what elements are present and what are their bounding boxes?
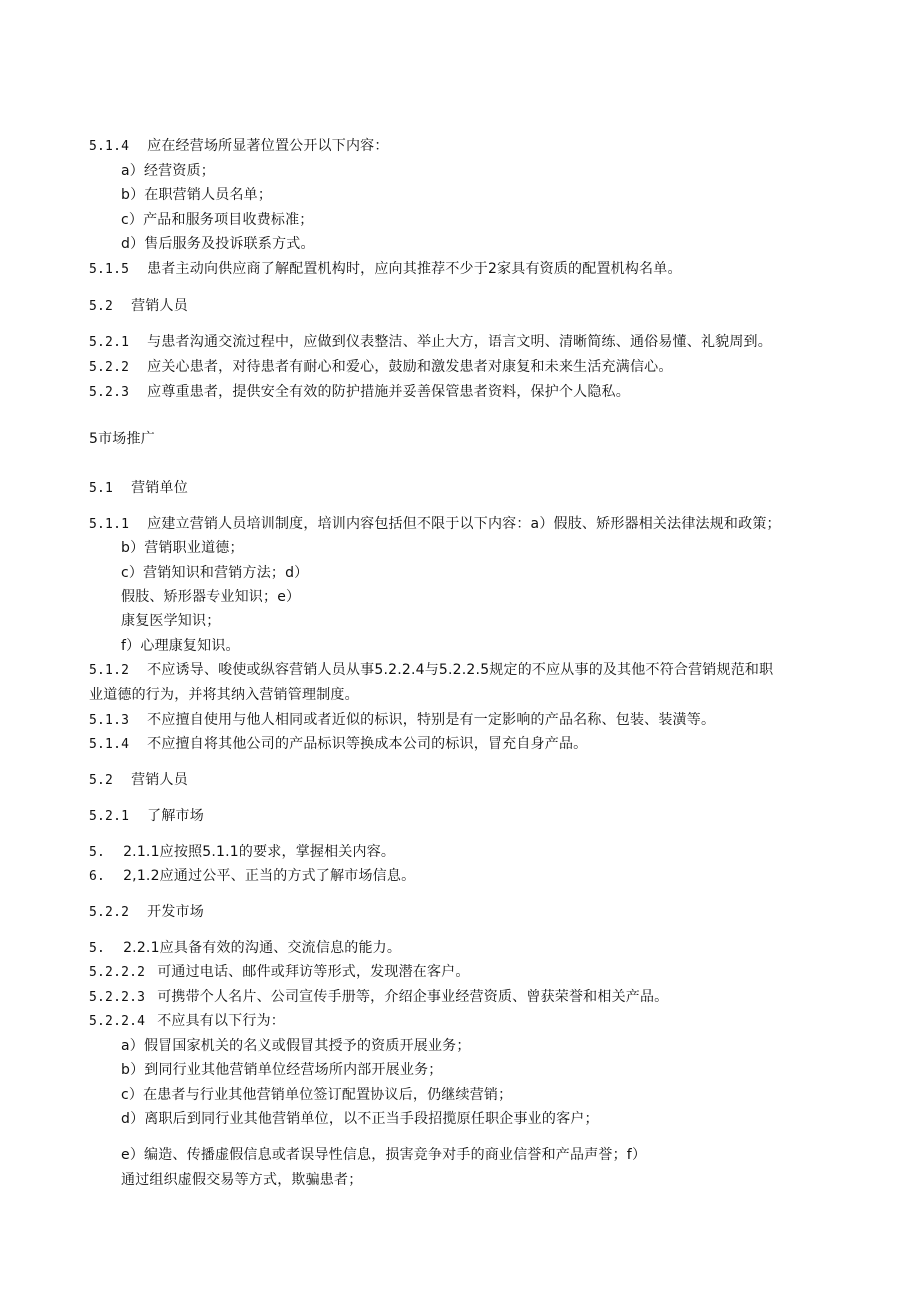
clause-number: 5.1.3 xyxy=(89,713,130,728)
clause-number: 5.1 xyxy=(89,481,114,496)
clause-5-2-1-1 xyxy=(89,842,395,863)
section-heading-5-2 xyxy=(89,296,188,317)
list-item-a: a）假冒国家机关的名义或假冒其授予的资质开展业务； xyxy=(121,1038,471,1054)
chapter-heading: 5市场推广 xyxy=(89,431,155,447)
list-item-b: b）到同行业其他营销单位经营场所内部开展业务； xyxy=(121,1062,443,1078)
clause-5-1-5 xyxy=(89,259,682,280)
list-item-f: f）心理康复知识。 xyxy=(121,638,240,654)
clause-number: 6. xyxy=(89,869,106,884)
list-item-d: 假肢、矫形器专业知识；e） xyxy=(121,589,301,605)
clause-5-1-4 xyxy=(89,136,389,157)
section-heading-5-2b xyxy=(89,770,188,791)
clause-number: 5. xyxy=(89,845,106,860)
clause-5-2-2 xyxy=(89,357,673,378)
clause-number: 5.2.2.3 xyxy=(89,990,146,1005)
list-item-c: c）在患者与行业其他营销单位签订配置协议后，仍继续营销； xyxy=(121,1087,513,1103)
clause-text: 2.1.1应按照5.1.1的要求，掌握相关内容。 xyxy=(123,844,396,860)
clause-number: 5.1.4 xyxy=(89,737,130,752)
clause-5-2-2-1 xyxy=(89,938,401,959)
clause-5-2-1b xyxy=(89,806,204,827)
clause-number: 5.2.2.4 xyxy=(89,1014,146,1029)
clause-text: 与患者沟通交流过程中，应做到仪表整洁、举止大方，语言文明、清晰简练、通俗易懂、礼貌周到。 xyxy=(147,334,772,350)
clause-5-1-3 xyxy=(89,710,715,731)
clause-text: 不应擅自使用与他人相同或者近似的标识，特别是有一定影响的产品名称、包装、装潢等。 xyxy=(147,712,716,728)
list-item-d: d）离职后到同行业其他营销单位，以不正当手段招揽原任职企事业的客户； xyxy=(121,1111,599,1127)
clause-text: 2,1.2应通过公平、正当的方式了解市场信息。 xyxy=(123,868,416,884)
heading-text: 营销人员 xyxy=(131,298,188,314)
clause-5-1-2 xyxy=(89,660,773,681)
clause-5-2-1-2 xyxy=(89,866,415,887)
clause-number: 5.1.2 xyxy=(89,663,130,678)
list-item-e: e）编造、传播虚假信息或者误导性信息，损害竞争对手的商业信誉和产品声誉；f） xyxy=(121,1147,647,1163)
clause-text: 应关心患者，对待患者有耐心和爱心，鼓励和激发患者对康复和未来生活充满信心。 xyxy=(147,359,673,375)
clause-text: 可通过电话、邮件或拜访等形式，发现潜在客户。 xyxy=(157,964,470,980)
list-item-c: c）营销知识和营销方法；d） xyxy=(121,565,309,581)
clause-text: 可携带个人名片、公司宣传手册等，介绍企事业经营资质、曾获荣誉和相关产品。 xyxy=(157,989,669,1005)
clause-text: 不应具有以下行为： xyxy=(157,1013,285,1029)
clause-5-2-3 xyxy=(89,382,630,403)
clause-number: 5.2.2 xyxy=(89,360,130,375)
clause-text: 不应擅自将其他公司的产品标识等换成本公司的标识，冒充自身产品。 xyxy=(147,736,588,752)
section-heading-5-1 xyxy=(89,478,188,499)
clause-continuation: 业道德的行为，并将其纳入营销管理制度。 xyxy=(89,687,359,703)
clause-number: 5.2.1 xyxy=(89,335,130,350)
list-item-c: c）产品和服务项目收费标准； xyxy=(121,212,314,228)
clause-text: 应在经营场所显著位置公开以下内容： xyxy=(147,138,389,154)
clause-number: 5.2.3 xyxy=(89,385,130,400)
heading-text: 营销单位 xyxy=(131,480,188,496)
clause-number: 5.2.2.2 xyxy=(89,965,146,980)
clause-5-2-2b xyxy=(89,902,204,923)
list-item-b: b）营销职业道德； xyxy=(121,540,244,556)
clause-5-1-4b xyxy=(89,734,587,755)
clause-5-2-2-4 xyxy=(89,1011,285,1032)
clause-number: 5.2 xyxy=(89,299,114,314)
clause-text: 不应诱导、唆使或纵容营销人员从事5.2.2.4与5.2.2.5规定的不应从事的及其他不符合营销规范和职 xyxy=(147,662,774,678)
clause-5-2-2-3 xyxy=(89,987,668,1008)
clause-5-1-1 xyxy=(89,514,781,535)
clause-text: 应建立营销人员培训制度，培训内容包括但不限于以下内容：a）假肢、矫形器相关法律法规和政策； xyxy=(147,516,781,532)
list-item-a: a）经营资质； xyxy=(121,163,215,179)
clause-text: 了解市场 xyxy=(147,808,204,824)
list-item-e: 康复医学知识； xyxy=(121,613,221,629)
clause-number: 5.2.1 xyxy=(89,809,130,824)
clause-number: 5.1.1 xyxy=(89,517,130,532)
clause-number: 5. xyxy=(89,941,106,956)
clause-number: 5.2.2 xyxy=(89,905,130,920)
list-item-d: d）售后服务及投诉联系方式。 xyxy=(121,236,315,252)
clause-text: 患者主动向供应商了解配置机构时，应向其推荐不少于2家具有资质的配置机构名单。 xyxy=(147,261,682,277)
clause-number: 5.1.5 xyxy=(89,262,130,277)
clause-text: 开发市场 xyxy=(147,904,204,920)
list-item-f: 通过组织虚假交易等方式，欺骗患者； xyxy=(121,1172,363,1188)
clause-number: 5.2 xyxy=(89,773,114,788)
clause-5-2-2-2 xyxy=(89,962,470,983)
heading-text: 营销人员 xyxy=(131,772,188,788)
clause-text: 应尊重患者，提供安全有效的防护措施并妥善保管患者资料，保护个人隐私。 xyxy=(147,384,630,400)
clause-5-2-1 xyxy=(89,332,772,353)
clause-text: 2.2.1应具备有效的沟通、交流信息的能力。 xyxy=(123,940,402,956)
clause-number: 5.1.4 xyxy=(89,139,130,154)
list-item-b: b）在职营销人员名单； xyxy=(121,187,273,203)
